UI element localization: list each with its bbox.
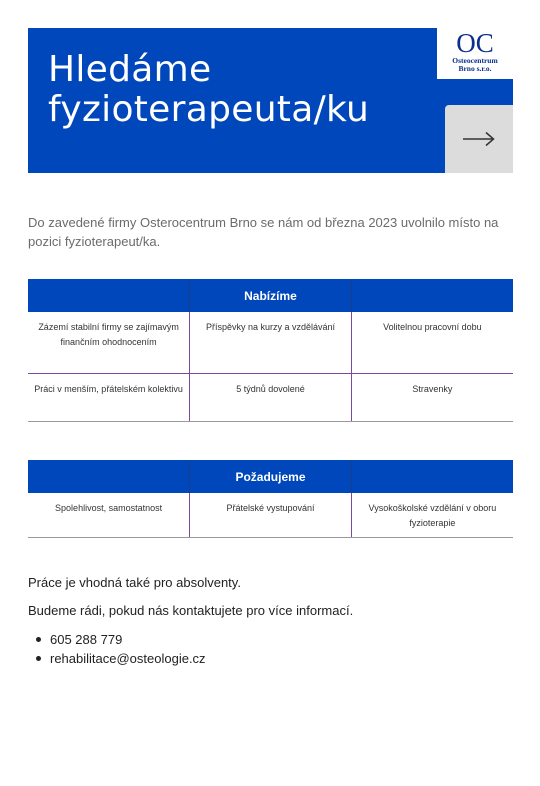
contact-phone[interactable]: 605 288 779 <box>50 630 206 649</box>
requirements-table <box>28 460 513 538</box>
table-cell: Vysokoškolské vzdělání v oboru fyzioterapie <box>351 493 513 538</box>
table-cell: 5 týdnů dovolené <box>190 373 352 421</box>
table-cell: Příspěvky na kurzy a vzdělávání <box>190 312 352 373</box>
req-header-right <box>351 460 513 493</box>
requirements-header: Požadujeme <box>190 460 352 493</box>
page-title: Hledáme fyzioterapeuta/ku <box>48 49 370 130</box>
table-row <box>28 373 513 421</box>
table-cell: Spolehlivost, samostatnost <box>28 493 190 538</box>
offer-header: Nabízíme <box>190 279 352 312</box>
contact-list <box>50 630 206 668</box>
intro-text: Do zavedené firmy Osterocentrum Brno se nám od března 2023 uvolnilo místo na pozici fyzioterapeut/ka. <box>28 215 499 249</box>
arrow-right-icon <box>462 131 496 147</box>
table-row <box>28 493 513 538</box>
contact-intro: Budeme rádi, pokud nás kontaktujete pro více informací. <box>28 603 354 618</box>
offer-table <box>28 279 513 422</box>
logo-mark: OC <box>456 28 494 58</box>
table-cell: Volitelnou pracovní dobu <box>351 312 513 373</box>
offer-header-right <box>351 279 513 312</box>
table-cell: Přátelské vystupování <box>190 493 352 538</box>
logo-name: Osteocentrum <box>452 56 498 65</box>
table-cell: Zázemí stabilní firmy se zajímavým finančním ohodnocením <box>28 312 190 373</box>
logo-sub: Brno s.r.o. <box>458 64 492 73</box>
next-button[interactable] <box>445 105 513 173</box>
table-cell: Stravenky <box>351 373 513 421</box>
table-cell: Práci v menším, přátelském kolektivu <box>28 373 190 421</box>
contact-email[interactable]: rehabilitace@osteologie.cz <box>50 651 206 666</box>
offer-header-left <box>28 279 190 312</box>
req-header-left <box>28 460 190 493</box>
graduates-note: Práce je vhodná také pro absolventy. <box>28 575 241 590</box>
table-row <box>28 312 513 373</box>
hero-banner <box>28 28 513 173</box>
company-logo <box>437 28 513 79</box>
